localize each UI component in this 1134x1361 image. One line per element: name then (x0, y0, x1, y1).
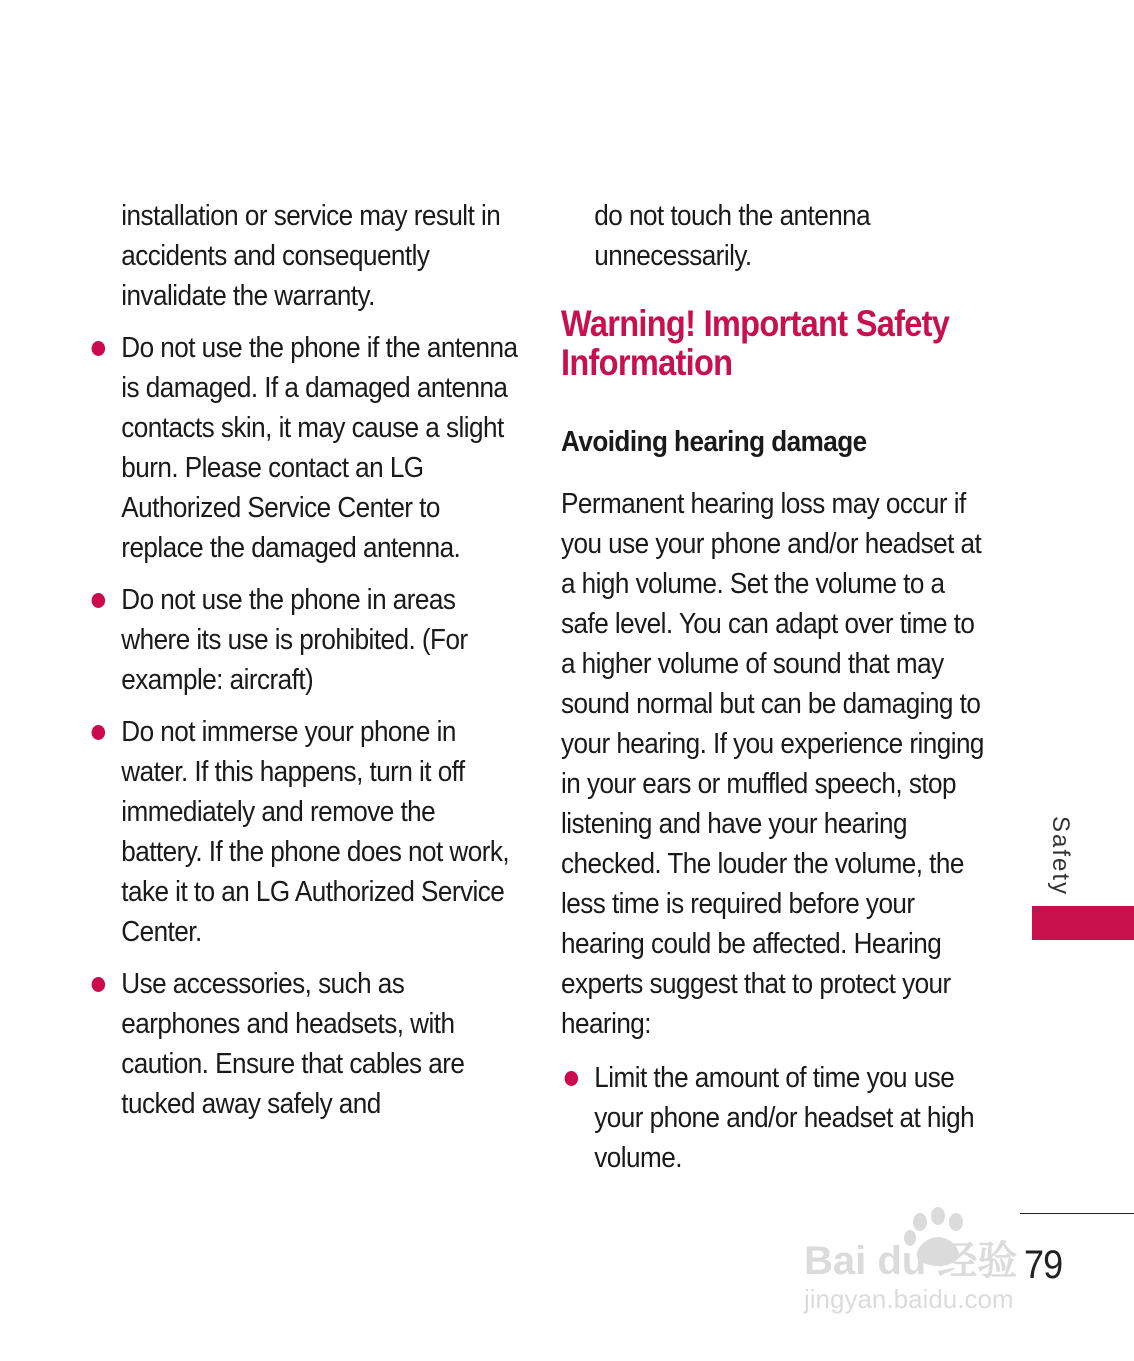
list-item-text: Do not use the phone if the antenna is damaged. If a damaged antenna contacts skin, it may cause a slight burn. Please contact an LG Authorized Service Center to replace the damaged antenna. (121, 332, 518, 564)
bullet-icon (565, 1071, 579, 1086)
list-item-text: Limit the amount of time you use your phone and/or headset at high volume. (594, 1062, 975, 1174)
list-item (88, 712, 518, 952)
bullet-icon (92, 977, 106, 992)
bullet-list (561, 1058, 991, 1178)
list-item (88, 580, 518, 700)
list-item-text: Use accessories, such as earphones and headsets, with caution. Ensure that cables are tucked away safely and (121, 968, 465, 1120)
list-item (88, 328, 518, 568)
list-item-text: Do not immerse your phone in water. If this happens, turn it off immediately and remove the battery. If the phone does not work, take it to an LG Authorized Service Center. (121, 716, 510, 948)
list-item (561, 1058, 991, 1178)
watermark-brand: Bai du 经验 (804, 1239, 1018, 1283)
left-column (88, 196, 518, 1136)
bullet-list (88, 328, 518, 1124)
right-column (561, 196, 991, 1190)
section-tab-marker (1032, 906, 1134, 940)
bullet-icon (92, 593, 106, 608)
continuation-text: installation or service may result in accidents and consequently invalidate the warranty. (121, 200, 501, 312)
watermark-url: jingyan.baidu.com (804, 1284, 1014, 1314)
bullet-icon (92, 725, 106, 740)
page-number: 79 (1024, 1243, 1063, 1287)
section-tab-label: Safety (1047, 816, 1074, 897)
list-item (88, 964, 518, 1124)
list-item-text: Do not use the phone in areas where its use is prohibited. (For example: aircraft) (121, 584, 468, 696)
subsection-heading: Avoiding hearing damage (561, 426, 867, 458)
section-heading: Warning! Important Safety Information (561, 303, 950, 383)
baidu-watermark-logo (800, 1200, 1080, 1320)
continuation-text: do not touch the antenna unnecessarily. (594, 200, 871, 272)
bullet-icon (92, 341, 106, 356)
body-paragraph: Permanent hearing loss may occur if you use your phone and/or headset at a high volume. Set the volume to a safe level. You can adapt over time to a higher volume of sound that may sound normal but can be damaging to your hearing. If you experience ringing in your ears or muffled speech, stop listening and have your hearing checked. The louder the volume, the less time is required before your hearing could be affected. Hearing experts suggest that to protect your hearing: (561, 488, 984, 1040)
